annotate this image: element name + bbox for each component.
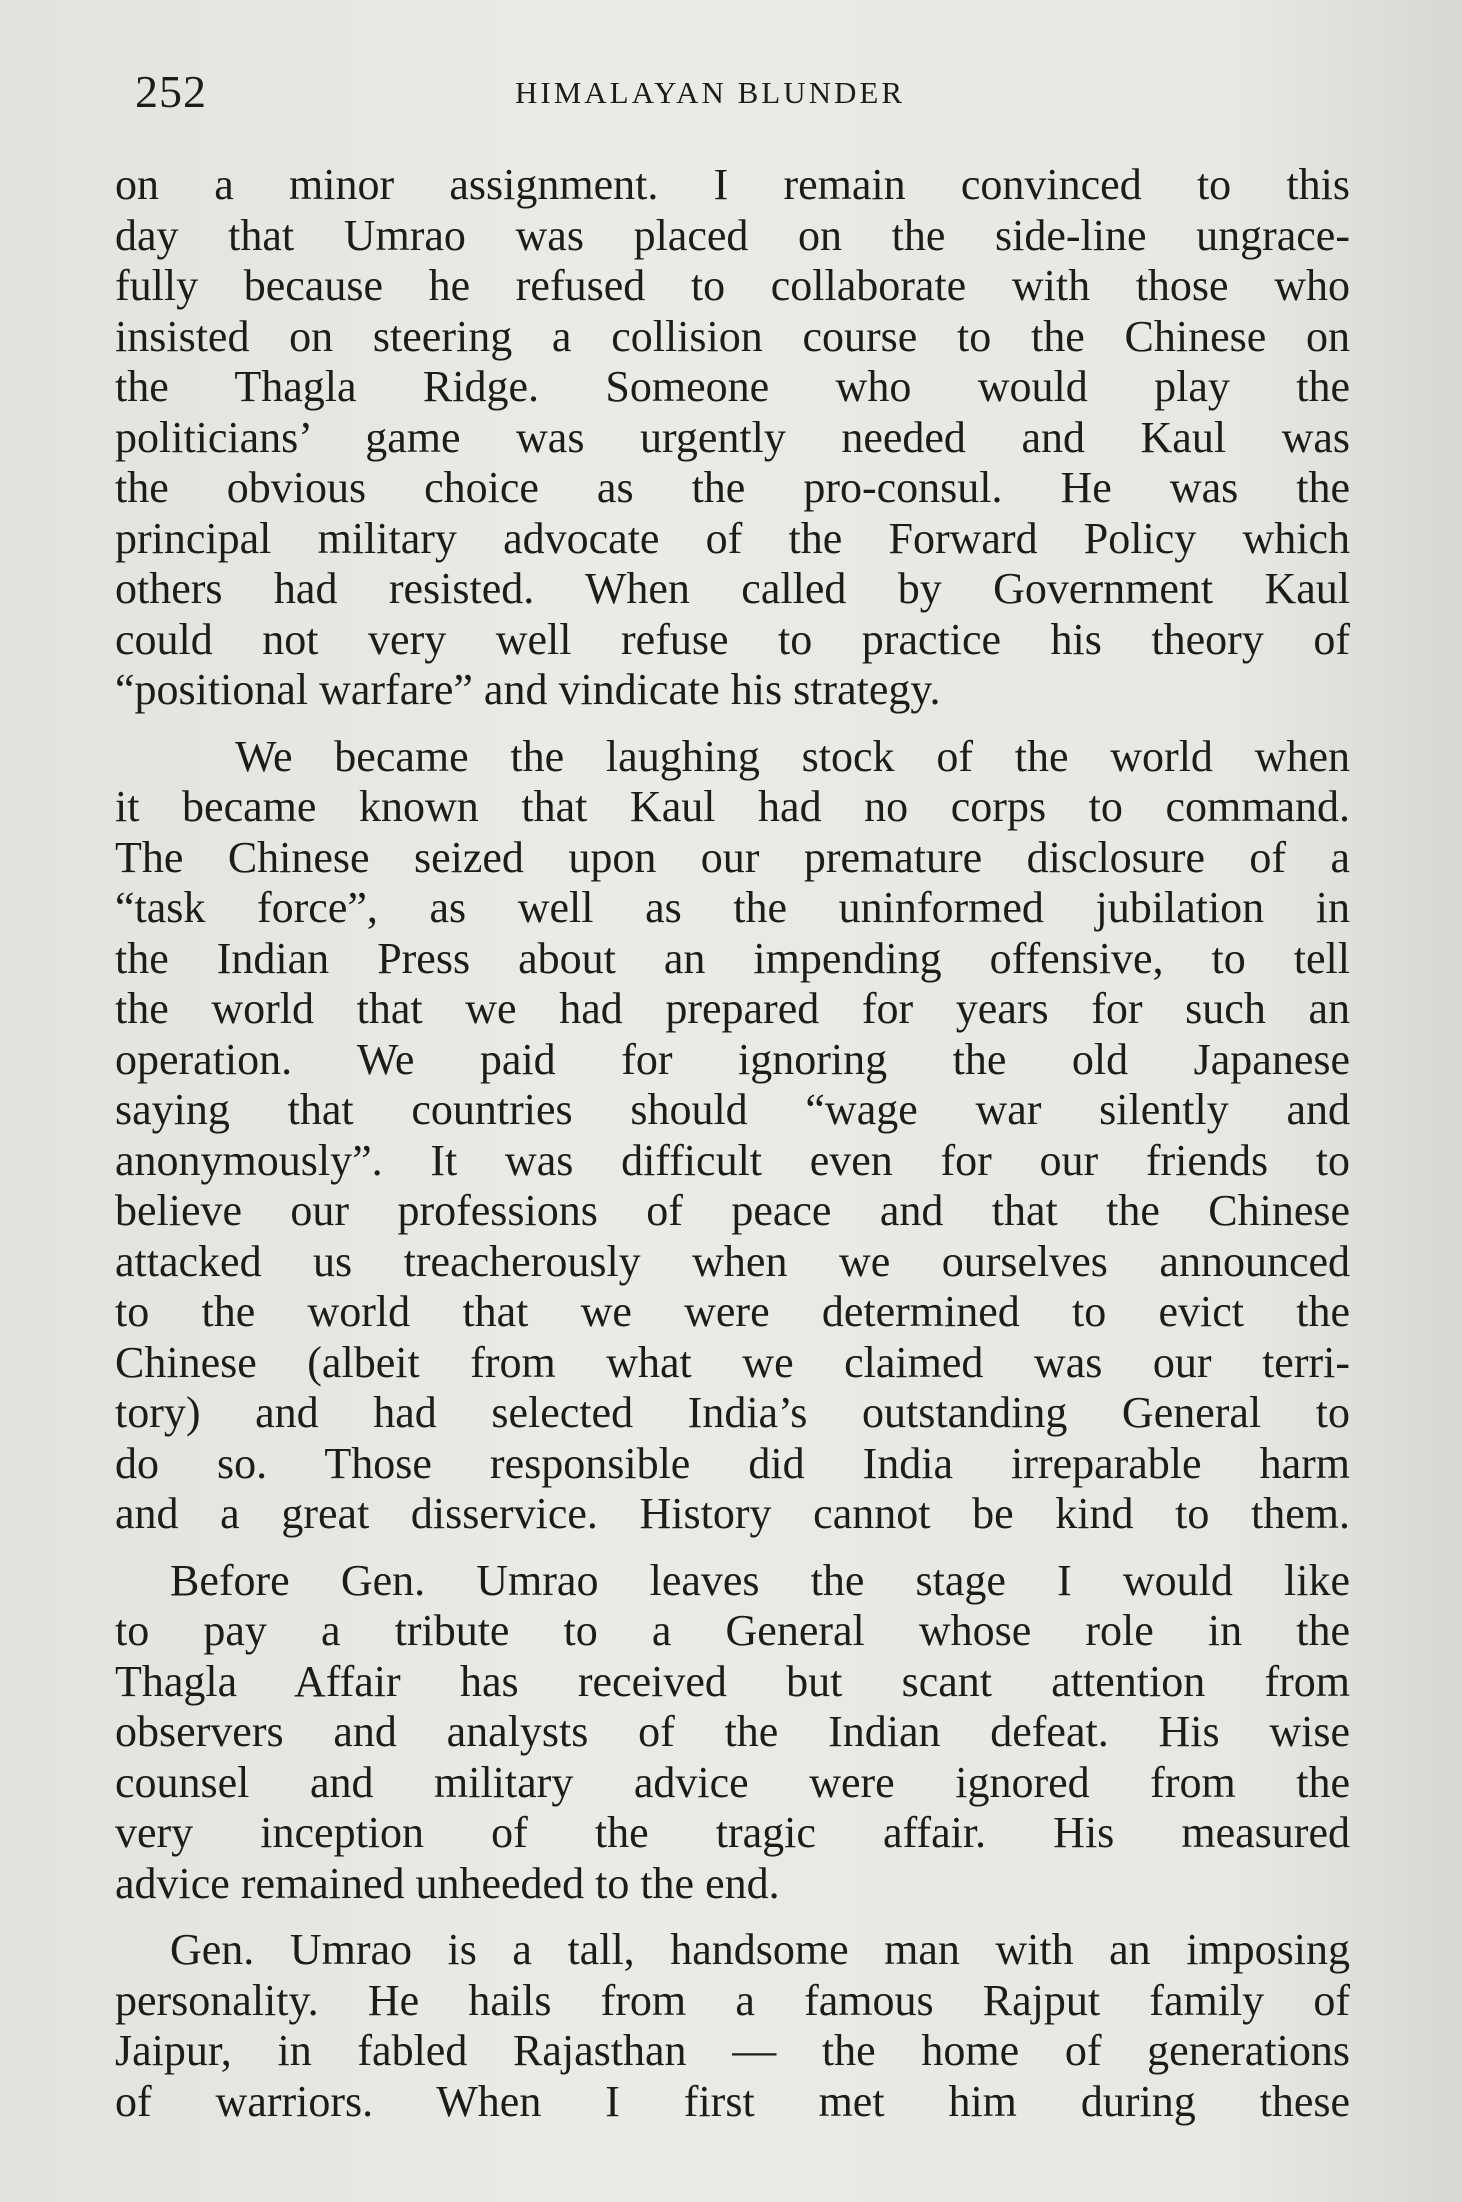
paragraph-2 <box>115 732 1350 1540</box>
text-line: advice remained unheeded to the end. <box>115 1858 780 1908</box>
text-line: the Indian Press about an impending offensive, to tell <box>115 933 1350 983</box>
text-line: observers and analysts of the Indian defeat. His wise <box>115 1707 1350 1756</box>
text-line: Jaipur, in fabled Rajasthan — the home of generations <box>115 2026 1350 2075</box>
page-number: 252 <box>135 66 207 117</box>
text-line: very inception of the tragic affair. His measured <box>115 1808 1350 1857</box>
text-line: Before Gen. Umrao leaves the stage I would like <box>170 1555 1350 1605</box>
text-line: it became known that Kaul had no corps to command. <box>115 782 1350 831</box>
page-header <box>135 62 1340 122</box>
text-line: Chinese (albeit from what we claimed was our terri- <box>115 1337 1350 1387</box>
text-line: anonymously”. It was difficult even for our friends to <box>115 1135 1350 1185</box>
text-line: politicians’ game was urgently needed and Kaul was <box>115 412 1350 462</box>
text-line: insisted on steering a collision course to the Chinese on <box>115 311 1350 361</box>
text-line: “positional warfare” and vindicate his strategy. <box>115 665 941 714</box>
text-line: on a minor assignment. I remain convinced to this <box>115 160 1350 209</box>
text-line: and a great disservice. History cannot be kind to them. <box>115 1489 1350 1538</box>
text-line: We became the laughing stock of the world when <box>235 731 1350 781</box>
text-line: personality. He hails from a famous Rajput family of <box>115 1975 1350 2025</box>
text-line: Thagla Affair has received but scant attention from <box>115 1656 1350 1706</box>
text-line: fully because he refused to collaborate with those who <box>115 261 1350 310</box>
paragraph-1 <box>115 160 1350 716</box>
text-line: counsel and military advice were ignored from the <box>115 1757 1350 1807</box>
running-head: HIMALAYAN BLUNDER <box>515 75 906 110</box>
text-line: The Chinese seized upon our premature disclosure of a <box>115 832 1350 882</box>
text-line: tory) and had selected India’s outstanding General to <box>115 1388 1350 1437</box>
text-line: attacked us treacherously when we ourselves announced <box>115 1236 1350 1286</box>
text-line: the Thagla Ridge. Someone who would play the <box>115 362 1350 411</box>
text-line: the obvious choice as the pro-consul. He was the <box>115 463 1350 512</box>
text-line: the world that we had prepared for years for such an <box>115 984 1350 1033</box>
text-line: of warriors. When I first met him during these <box>115 2076 1350 2126</box>
text-line: principal military advocate of the Forward Policy which <box>115 513 1350 563</box>
paragraph-3 <box>115 1556 1350 1910</box>
text-line: could not very well refuse to practice his theory of <box>115 614 1350 664</box>
paragraph-4 <box>115 1925 1350 2127</box>
text-line: to the world that we were determined to evict the <box>115 1287 1350 1336</box>
text-line: believe our professions of peace and that the Chinese <box>115 1186 1350 1235</box>
text-line: others had resisted. When called by Government Kaul <box>115 564 1350 613</box>
text-line: to pay a tribute to a General whose role in the <box>115 1606 1350 1655</box>
text-line: do so. Those responsible did India irreparable harm <box>115 1438 1350 1488</box>
text-line: saying that countries should “wage war silently and <box>115 1085 1350 1134</box>
text-line: Gen. Umrao is a tall, handsome man with an imposing <box>170 1925 1350 1974</box>
body-text <box>115 160 1350 2127</box>
text-line: operation. We paid for ignoring the old Japanese <box>115 1034 1350 1084</box>
text-line: “task force”, as well as the uninformed jubilation in <box>115 883 1350 932</box>
text-line: day that Umrao was placed on the side-line ungrace- <box>115 210 1350 260</box>
